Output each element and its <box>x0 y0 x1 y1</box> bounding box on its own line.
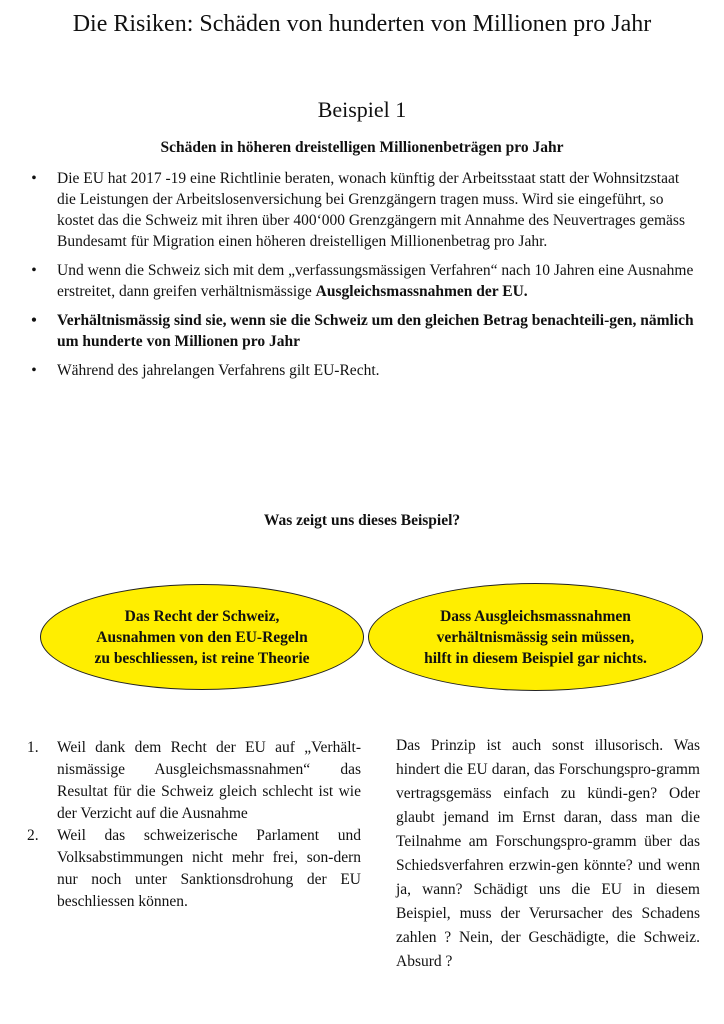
reason-item <box>27 737 361 825</box>
bullet-text: Die EU hat 2017 -19 eine Richtlinie beraten, wonach künftig der Arbeitsstaat statt der Wohnsitzstaat die Leistungen der Arbeitslosenversichung bei Grenzgängern tragen muss. Wird sie eingeführt, so kostet das die Schweiz mit ihren über 400‘000 Grenzgängern mit Annahme des Neuvertrages gemäss Bundesamt für Migration einen höheren dreistelligen Millionenbetrag pro Jahr. <box>57 170 685 250</box>
reason-item <box>27 825 361 913</box>
page-title: Die Risiken: Schäden von hunderten von Millionen pro Jahr <box>72 11 652 37</box>
bullet-marker: • <box>31 312 37 329</box>
left-ellipse-callout <box>40 584 364 690</box>
example-subtitle: Schäden in höheren dreistelligen Millionenbeträgen pro Jahr <box>160 139 564 156</box>
bullet-list <box>27 168 697 389</box>
left-ellipse-text: Das Recht der Schweiz, Ausnahmen von den EU-Regeln zu beschliessen, ist reine Theorie <box>94 607 310 667</box>
bullet-text-emphasis: Ausgleichsmassnahmen der EU. <box>315 283 528 300</box>
reason-text: Weil dank dem Recht der EU auf „Verhält-nismässige Ausgleichsmassnahmen“ das Resultat für die Schweiz gleich schlecht ist wie der Verzicht auf die Ausnahme <box>57 739 361 822</box>
reason-text: Weil das schweizerische Parlament und Volksabstimmungen nicht mehr frei, son-dern nur noch unter Sanktionsdrohung der EU beschliessen können. <box>57 827 361 910</box>
question-heading: Was zeigt uns dieses Beispiel? <box>263 512 461 529</box>
bullet-text: Verhältnismässig sind sie, wenn sie die Schweiz um den gleichen Betrag benachteili-gen, nämlich um hunderte von Millionen pro Jahr <box>57 312 694 350</box>
reason-number: 2. <box>27 827 39 844</box>
bullet-marker: • <box>31 262 37 279</box>
right-ellipse-text: Dass Ausgleichsmassnahmen verhältnismässig sein müssen, hilft in diesem Beispiel gar nichts. <box>424 607 647 667</box>
bullet-text: Während des jahrelangen Verfahrens gilt EU-Recht. <box>57 362 380 379</box>
bullet-marker: • <box>31 362 37 379</box>
reasons-list <box>27 737 361 913</box>
bullet-item <box>27 310 697 352</box>
example-title: Beispiel 1 <box>317 97 407 122</box>
bullet-item <box>27 260 697 302</box>
right-ellipse-callout <box>368 583 703 691</box>
bullet-item <box>27 360 697 381</box>
bullet-item <box>27 168 697 252</box>
reason-number: 1. <box>27 739 39 756</box>
bullet-text: Und wenn die Schweiz sich mit dem „verfassungsmässigen Verfahren“ nach 10 Jahren eine Ausnahme erstreitet, dann greifen verhältnismässige <box>57 262 694 300</box>
bullet-marker: • <box>31 170 37 187</box>
right-paragraph: Das Prinzip ist auch sonst illusorisch. Was hindert die EU daran, das Forschungspro-gramm vertragsgemäss einfach zu kündi-gen? Oder glaubt jemand im Ernst daran, dass man die Teilnahme am Forschungspro-gramm über das Schiedsverfahren erzwin-gen könnte? und wenn ja, wann? Schädigt uns die EU in diesem Beispiel, muss der Verursacher des Schadens zahlen ? Nein, der Geschädigte, die Schweiz. Absurd ? <box>396 737 700 970</box>
